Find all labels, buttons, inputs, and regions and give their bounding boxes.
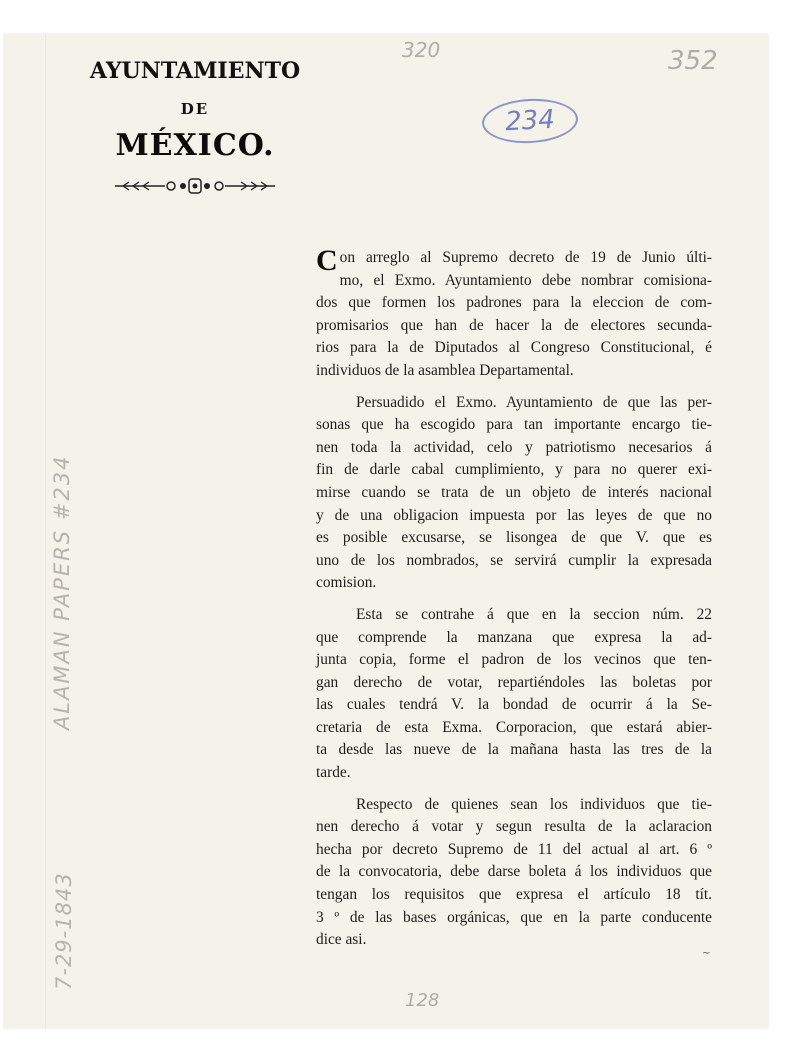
text-line: tengan los requisitos que expresa el artículo 18 tít. (316, 886, 712, 904)
document-body (316, 244, 712, 952)
text-line: uno de los nombrados, se servirá cumplir la expresada (316, 551, 712, 569)
margin-note-date: 7-29-1843 (52, 872, 76, 990)
header-title-mexico: MÉXICO. (115, 128, 275, 163)
pencil-number-right: 352 (668, 46, 718, 76)
text-line: 3 º de las bases orgánicas, que en la parte conducente (316, 908, 712, 926)
ornament-divider (115, 176, 275, 196)
text-line: Persuadido el Exmo. Ayuntamiento de que las per- (356, 393, 712, 411)
paragraph-3 (316, 604, 712, 785)
pencil-number-top: 320 (402, 38, 441, 62)
text-line: ta desde las nueve de la mañana hasta las tres de la (316, 741, 712, 759)
text-line: promisarios que han de hacer la de electores secunda- (316, 316, 712, 334)
text-line: cretaria de esta Exma. Corporacion, que estará abier- (316, 718, 712, 736)
text-line: tarde. (316, 764, 351, 782)
header-title-de: DE (180, 100, 210, 118)
page-fold-edge (45, 34, 47, 1028)
text-line: las cuales tendrá V. la bondad de ocurrir á la Se- (316, 696, 712, 714)
paragraph-1 (316, 244, 712, 383)
text-line: junta copia, forme el padron de los vecinos que ten- (316, 651, 712, 669)
text-line: gan derecho de votar, repartiéndoles las boletas por (316, 673, 712, 691)
drop-cap: C (316, 244, 338, 277)
pencil-number-bottom: 128 (405, 990, 440, 1011)
text-line: mo, el Exmo. Ayuntamiento debe nombrar comisiona- (339, 271, 712, 289)
text-line: es posible excusarse, se lisongea de que V. que es (316, 529, 712, 547)
text-line: rios para la de Diputados al Congreso Constitucional, é (316, 339, 712, 357)
margin-note-papers: ALAMAN PAPERS #234 (50, 454, 74, 730)
text-line: Respecto de quienes sean los individuos que tie- (356, 795, 712, 813)
text-line: mirse cuando se trata de un objeto de interés nacional (316, 483, 712, 501)
paragraph-2 (316, 392, 712, 595)
text-line: sonas que ha escogido para tan importante encargo tie- (316, 416, 712, 434)
text-line: individuos de la asamblea Departamental. (316, 361, 574, 379)
header-title-ayuntamiento: AYUNTAMIENTO (89, 58, 301, 84)
text-line: que comprende la manzana que expresa la ad- (316, 628, 712, 646)
text-line: on arreglo al Supremo decreto de 19 de Junio últi- (339, 249, 712, 266)
text-line: y de una obligacion impuesta por las leyes de que no (316, 506, 712, 524)
text-line: de la convocatoria, debe darse boleta á los individuos que (316, 863, 712, 881)
text-line: fin de darle cabal cumplimiento, y para no querer exi- (316, 461, 712, 479)
text-line: nen derecho á votar y segun resulta de la aclaracion (316, 818, 712, 836)
pen-mark: ∼ (702, 948, 711, 959)
text-line: hecha por decreto Supremo de 11 del actual al art. 6 º (316, 840, 712, 858)
circled-stamp-number: 234 (481, 97, 579, 146)
text-line: dos que formen los padrones para la eleccion de com- (316, 294, 712, 312)
paragraph-4 (316, 794, 712, 952)
text-line: nen toda la actividad, celo y patriotismo necesarios á (316, 438, 712, 456)
text-line: Esta se contrahe á que en la seccion núm. 22 (356, 605, 712, 623)
text-line: comision. (316, 574, 377, 592)
text-line: dice asi. (316, 931, 367, 949)
